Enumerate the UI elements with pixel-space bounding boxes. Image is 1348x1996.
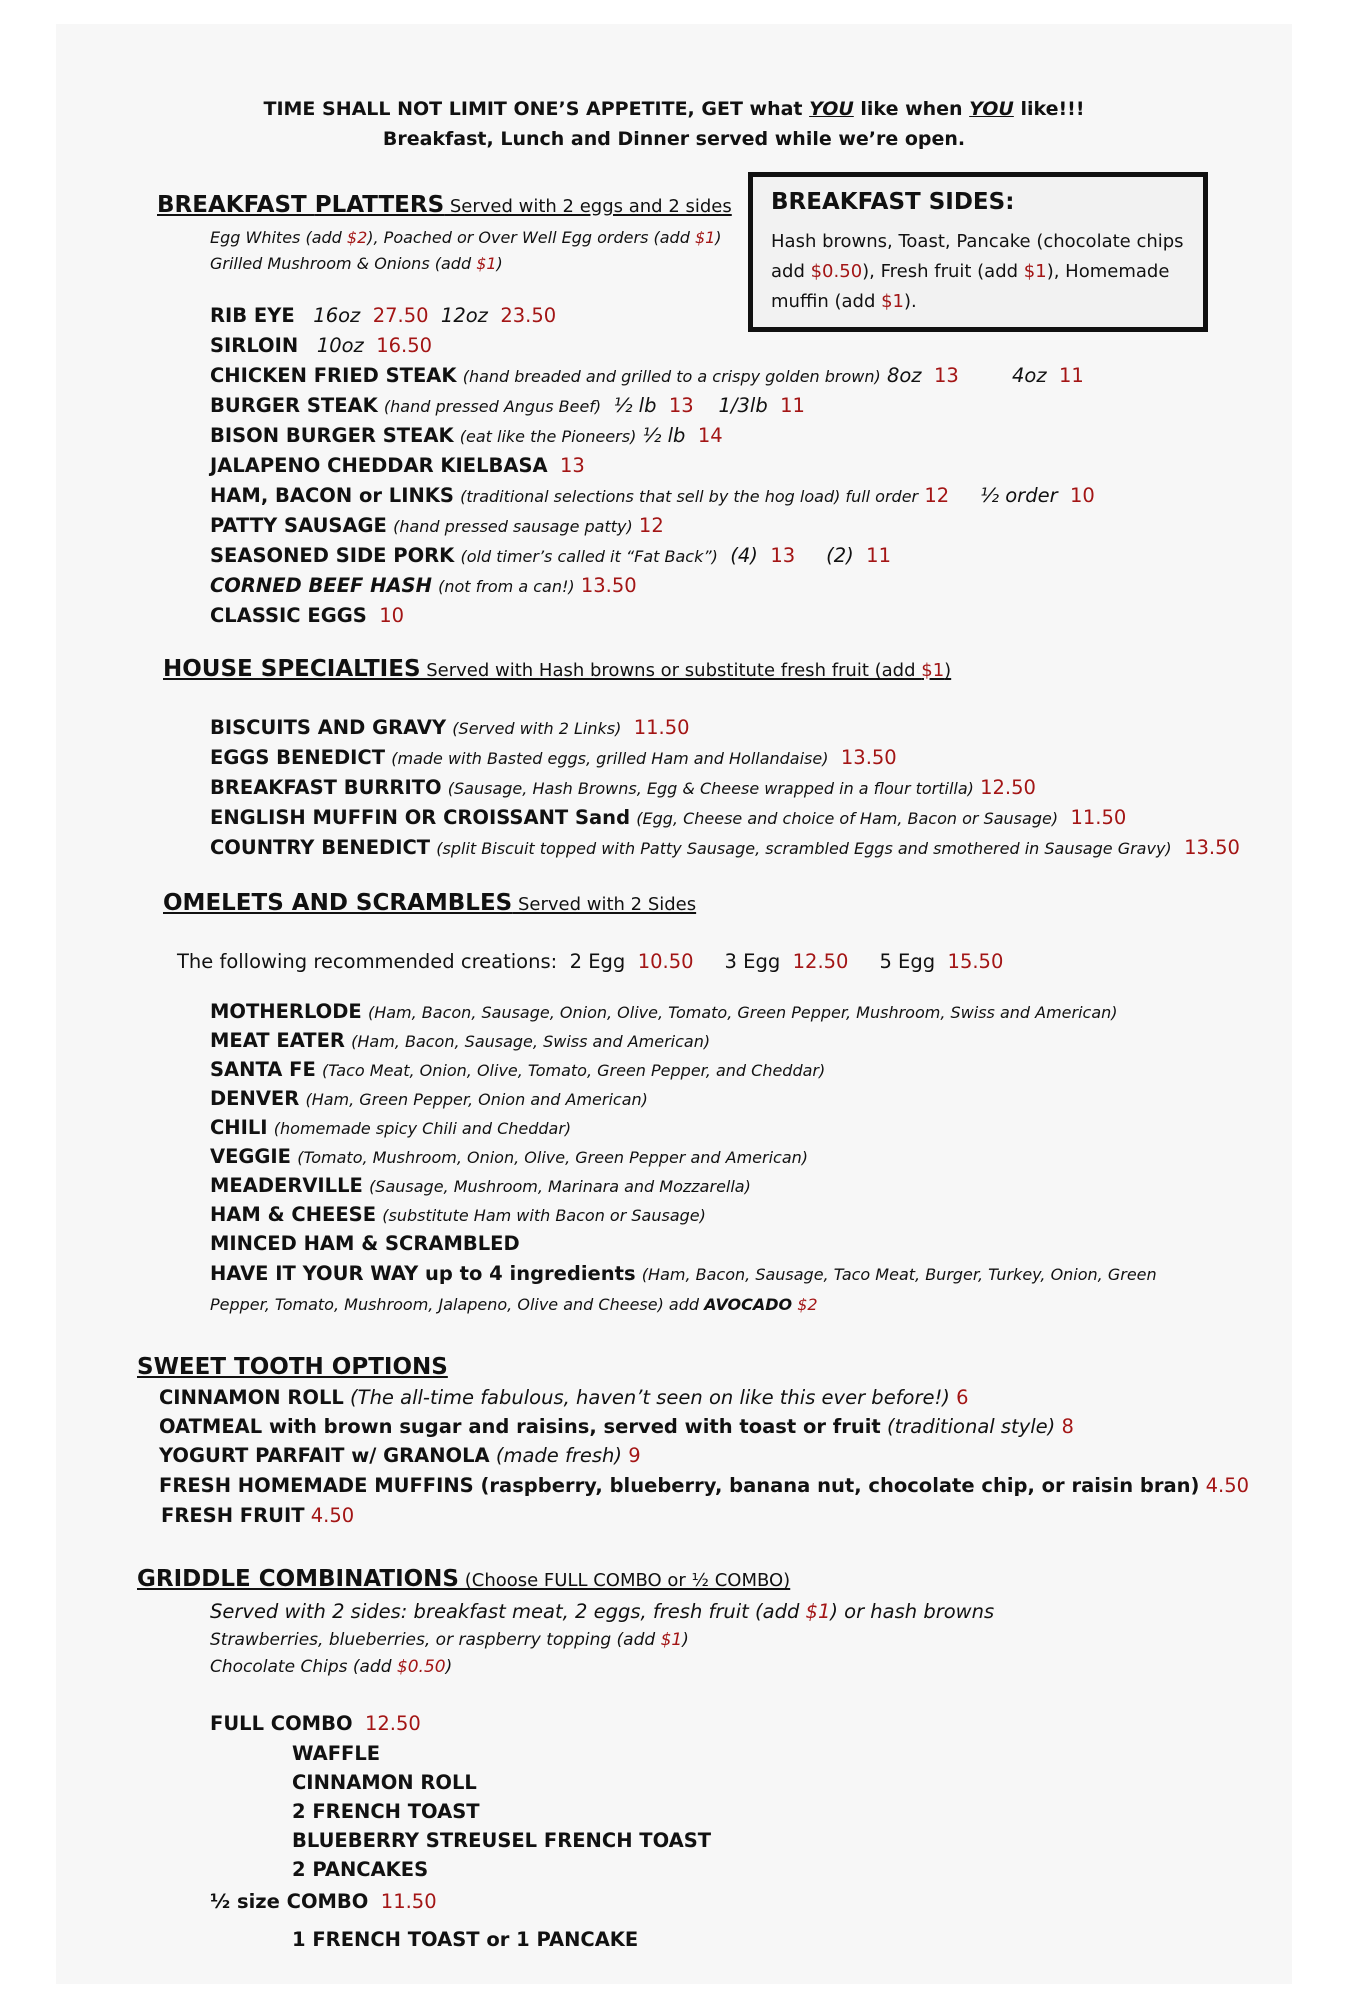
omelets-title: OMELETS AND SCRAMBLES Served with 2 Sides: [163, 890, 697, 916]
sweet-item-yogurt: YOGURT PARFAIT w/ GRANOLA (made fresh) 9: [159, 1444, 641, 1467]
menu-item-ham-bacon-links: HAM, BACON or LINKS (traditional selections that sell by the hog load) full order 12 ½ order 10: [210, 484, 1095, 507]
omelet-item: MINCED HAM & SCRAMBLED: [210, 1232, 520, 1255]
griddle-note-2: Strawberries, blueberries, or raspberry topping (add $1): [210, 1630, 689, 1650]
menu-item-kielbasa: JALAPENO CHEDDAR KIELBASA 13: [210, 454, 585, 477]
omelet-item: HAM & CHEESE (substitute Ham with Bacon or Sausage): [210, 1203, 706, 1226]
menu-item-side-pork: SEASONED SIDE PORK (old timer’s called it “Fat Back”) (4) 13 (2) 11: [210, 544, 891, 567]
omelet-item: VEGGIE (Tomato, Mushroom, Onion, Olive, Green Pepper and American): [210, 1145, 809, 1168]
griddle-full-item: CINNAMON ROLL: [292, 1771, 477, 1794]
menu-item-burger-steak: BURGER STEAK (hand pressed Angus Beef) ½ lb 13 1/3lb 11: [210, 394, 805, 417]
menu-item-rib-eye: RIB EYE 16oz 27.50 12oz 23.50: [210, 304, 557, 327]
header-line-2: Breakfast, Lunch and Dinner served while we’re open.: [382, 128, 966, 150]
omelet-item: SANTA FE (Taco Meat, Onion, Olive, Tomato, Green Pepper, and Cheddar): [210, 1058, 826, 1081]
omelet-item: MOTHERLODE (Ham, Bacon, Sausage, Onion, Olive, Tomato, Green Pepper, Mushroom, Swiss and American): [210, 1000, 1118, 1023]
omelet-item: CHILI (homemade spicy Chili and Cheddar): [210, 1116, 572, 1139]
breakfast-sides-box: [748, 172, 1208, 332]
sweet-item-fresh-fruit: FRESH FRUIT 4.50: [161, 1504, 355, 1527]
griddle-full-item: WAFFLE: [292, 1742, 381, 1765]
breakfast-sides-text: Hash browns, Toast, Pancake (chocolate chips add $0.50), Fresh fruit (add $1), Homemade muffin (add $1).: [771, 231, 1184, 312]
sweet-item-muffins: FRESH HOMEMADE MUFFINS (raspberry, blueberry, banana nut, chocolate chip, or raisin bran) 4.50: [159, 1474, 1250, 1497]
menu-item-patty-sausage: PATTY SAUSAGE (hand pressed sausage patty) 12: [210, 514, 664, 537]
menu-item-bison-burger-steak: BISON BURGER STEAK (eat like the Pioneers) ½ lb 14: [210, 424, 723, 447]
menu-item-english-muffin: ENGLISH MUFFIN OR CROISSANT Sand (Egg, Cheese and choice of Ham, Bacon or Sausage) 11.50: [210, 806, 1127, 829]
sweet-item-oatmeal: OATMEAL with brown sugar and raisins, served with toast or fruit (traditional style) 8: [159, 1415, 1074, 1438]
header-line-1: TIME SHALL NOT LIMIT ONE’S APPETITE, GET what YOU like when YOU like!!!: [263, 98, 1085, 120]
omelets-creations: The following recommended creations: 2 Egg 10.50 3 Egg 12.50 5 Egg 15.50: [177, 950, 1004, 973]
specialties-title: HOUSE SPECIALTIES Served with Hash browns or substitute fresh fruit (add $1): [163, 656, 952, 682]
griddle-half-item: 1 FRENCH TOAST or 1 PANCAKE: [292, 1928, 639, 1951]
sweet-title: SWEET TOOTH OPTIONS: [137, 1354, 448, 1380]
griddle-half-combo: ½ size COMBO 11.50: [210, 1890, 437, 1913]
menu-item-biscuits-gravy: BISCUITS AND GRAVY (Served with 2 Links) 11.50: [210, 716, 690, 739]
platters-note-2: Grilled Mushroom & Onions (add $1): [210, 254, 503, 273]
griddle-note-1: Served with 2 sides: breakfast meat, 2 eggs, fresh fruit (add $1) or hash browns: [210, 1600, 995, 1623]
menu-item-classic-eggs: CLASSIC EGGS 10: [210, 604, 405, 627]
menu-item-country-benedict: COUNTRY BENEDICT (split Biscuit topped with Patty Sausage, scrambled Eggs and smothered in Sausage Gravy) 13.50: [210, 836, 1240, 859]
omelet-item: DENVER (Ham, Green Pepper, Onion and American): [210, 1087, 648, 1110]
griddle-title: GRIDDLE COMBINATIONS (Choose FULL COMBO or ½ COMBO): [137, 1566, 791, 1592]
griddle-full-item: 2 FRENCH TOAST: [292, 1800, 480, 1823]
menu-item-chicken-fried-steak-small: 4oz 11: [1012, 364, 1084, 387]
platters-title: BREAKFAST PLATTERS Served with 2 eggs and 2 sides: [157, 192, 732, 218]
menu-item-corned-beef-hash: CORNED BEEF HASH (not from a can!) 13.50: [210, 574, 637, 597]
griddle-full-item: BLUEBERRY STREUSEL FRENCH TOAST: [292, 1829, 712, 1852]
griddle-full-item: 2 PANCAKES: [292, 1858, 429, 1881]
omelet-item: MEADERVILLE (Sausage, Mushroom, Marinara and Mozzarella): [210, 1174, 751, 1197]
menu-item-sirloin: SIRLOIN 10oz 16.50: [210, 334, 433, 357]
omelet-item-have-it-your-way-cont: Pepper, Tomato, Mushroom, Jalapeno, Olive and Cheese) add AVOCADO $2: [210, 1295, 818, 1314]
breakfast-sides-title: BREAKFAST SIDES:: [771, 189, 1015, 215]
menu-item-eggs-benedict: EGGS BENEDICT (made with Basted eggs, grilled Ham and Hollandaise) 13.50: [210, 746, 897, 769]
menu-item-breakfast-burrito: BREAKFAST BURRITO (Sausage, Hash Browns, Egg & Cheese wrapped in a flour tortilla) 12.50: [210, 776, 1036, 799]
sweet-item-cinnamon-roll: CINNAMON ROLL (The all-time fabulous, haven’t seen on like this ever before!) 6: [159, 1386, 969, 1409]
omelet-item: MEAT EATER (Ham, Bacon, Sausage, Swiss and American): [210, 1029, 711, 1052]
omelet-item-have-it-your-way: HAVE IT YOUR WAY up to 4 ingredients (Ham, Bacon, Sausage, Taco Meat, Burger, Turkey, Onion, Green: [210, 1262, 1157, 1285]
platters-note-1: Egg Whites (add $2), Poached or Over Well Egg orders (add $1): [210, 228, 722, 247]
menu-item-chicken-fried-steak: CHICKEN FRIED STEAK (hand breaded and grilled to a crispy golden brown) 8oz 13: [210, 364, 959, 387]
griddle-note-3: Chocolate Chips (add $0.50): [210, 1657, 453, 1677]
griddle-full-combo: FULL COMBO 12.50: [210, 1712, 421, 1735]
